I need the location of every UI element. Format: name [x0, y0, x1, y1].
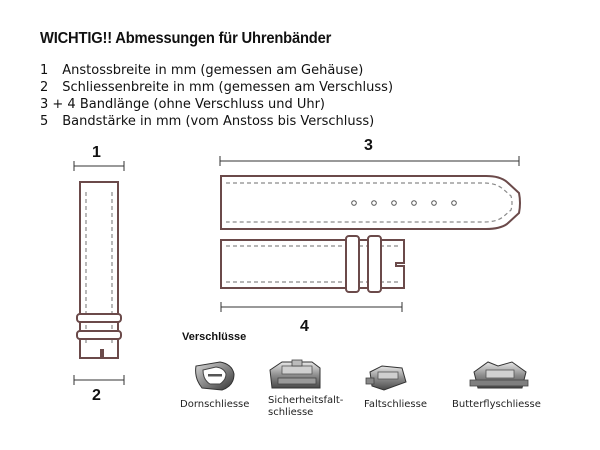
buckle-icon: [196, 362, 234, 390]
clasps-heading: Verschlüsse: [182, 331, 247, 343]
note-number: 2: [40, 80, 49, 95]
note-number: 1: [40, 63, 49, 78]
dimension-4-line: [221, 302, 402, 312]
clasp-caption-fold: Faltschliesse: [364, 399, 427, 410]
dimension-2-line: [74, 375, 124, 385]
note-number: 3 + 4: [40, 97, 76, 112]
safety-fold-clasp-icon: [270, 360, 320, 388]
note-number: 5: [40, 114, 49, 129]
fold-clasp-icon: [366, 366, 406, 390]
long-strap: [221, 176, 520, 229]
vertical-strap: [77, 182, 121, 358]
short-strap: [221, 236, 404, 292]
note-text: Schliessenbreite in mm (gemessen am Verschluss): [62, 80, 394, 95]
note-text: Bandlänge (ohne Verschluss und Uhr): [79, 97, 326, 112]
dimension-1-line: [74, 161, 124, 171]
clasp-caption-safety-fold: Sicherheitsfalt- schliesse: [268, 395, 344, 418]
dimension-2-label: 2: [92, 387, 101, 404]
dimension-3-label: 3: [364, 137, 373, 154]
note-text: Anstossbreite in mm (gemessen am Gehäuse): [62, 63, 364, 78]
butterfly-clasp-icon: [470, 362, 528, 388]
dimension-4-label: 4: [300, 318, 309, 335]
note-text: Bandstärke in mm (vom Anstoss bis Verschluss): [62, 114, 375, 129]
dimension-3-line: [220, 156, 519, 166]
clasp-caption-butterfly: Butterflyschliesse: [452, 399, 541, 410]
clasp-caption-buckle: Dornschliesse: [180, 399, 250, 410]
page-title: WICHTIG!! Abmessungen für Uhrenbänder: [40, 30, 332, 47]
dimension-1-label: 1: [92, 144, 101, 161]
